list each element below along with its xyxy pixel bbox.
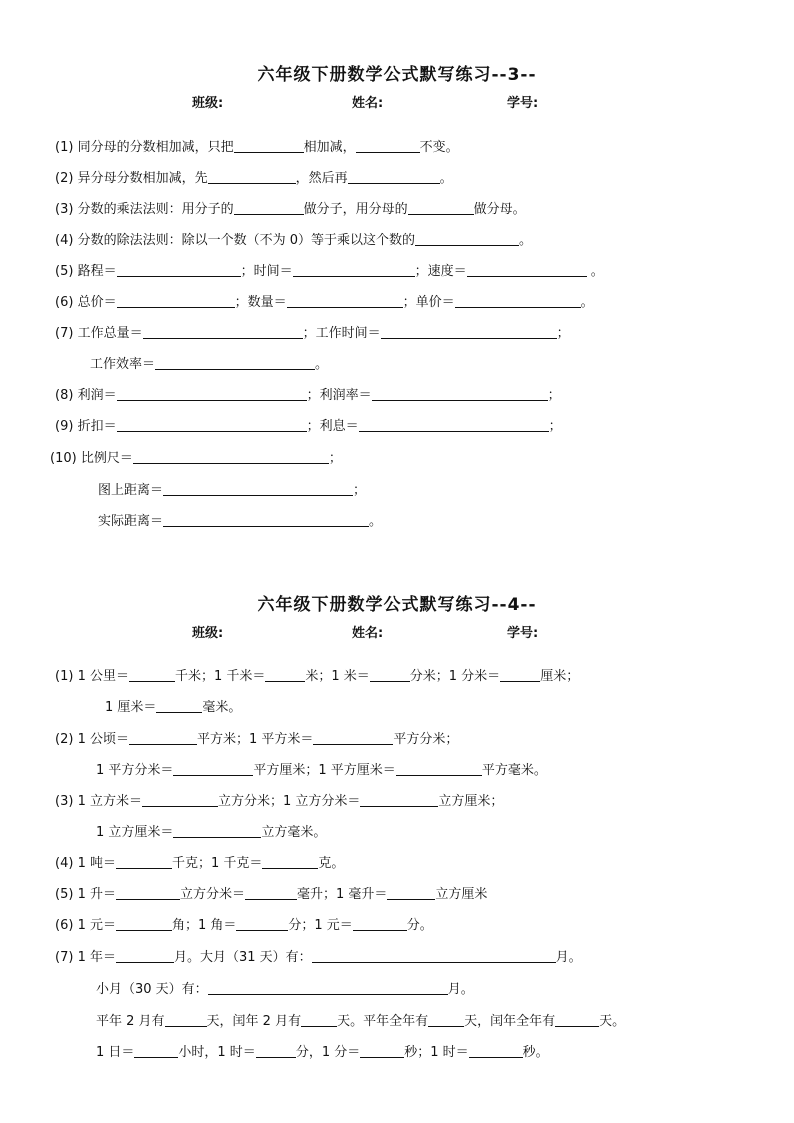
sheet3-question-6: (6) 总价＝ ；数量＝ ；单价＝ 。 bbox=[55, 295, 594, 310]
sheet3-id-label: 学号: bbox=[507, 96, 539, 111]
answer-blank[interactable] bbox=[116, 885, 180, 900]
answer-blank[interactable] bbox=[359, 417, 549, 432]
sheet4-id-label: 学号: bbox=[507, 626, 539, 641]
sheet3-question-10-actual-distance: 实际距离＝ 。 bbox=[98, 514, 383, 529]
answer-blank[interactable] bbox=[293, 262, 415, 277]
answer-blank[interactable] bbox=[156, 698, 202, 713]
answer-blank[interactable] bbox=[370, 667, 410, 682]
answer-blank[interactable] bbox=[381, 324, 557, 339]
answer-blank[interactable] bbox=[360, 792, 438, 807]
answer-blank[interactable] bbox=[415, 231, 519, 246]
answer-blank[interactable] bbox=[396, 761, 482, 776]
answer-blank[interactable] bbox=[234, 138, 304, 153]
answer-blank[interactable] bbox=[356, 138, 420, 153]
sheet4-question-7-small-month: 小月（30 天）有： 月。 bbox=[96, 982, 474, 997]
answer-blank[interactable] bbox=[256, 1043, 296, 1058]
sheet4-name-label: 姓名: bbox=[352, 626, 384, 641]
answer-blank[interactable] bbox=[360, 1043, 404, 1058]
sheet4-question-5: (5) 1 升＝ 立方分米＝ 毫升；1 毫升＝ 立方厘米 bbox=[55, 887, 488, 902]
answer-blank[interactable] bbox=[236, 916, 288, 931]
answer-blank[interactable] bbox=[408, 200, 474, 215]
sheet3-question-5: (5) 路程＝ ；时间＝ ；速度＝ 。 bbox=[55, 264, 604, 279]
sheet3-question-2: (2) 异分母分数相加减，先 ，然后再 。 bbox=[55, 171, 453, 186]
answer-blank[interactable] bbox=[234, 200, 304, 215]
sheet4-title: 六年级下册数学公式默写练习--4-- bbox=[257, 595, 537, 615]
sheet3-question-1: (1) 同分母的分数相加减，只把 相加减， 不变。 bbox=[55, 140, 459, 155]
answer-blank[interactable] bbox=[117, 417, 307, 432]
sheet3-question-7: (7) 工作总量＝ ；工作时间＝ ； bbox=[55, 326, 570, 341]
answer-blank[interactable] bbox=[312, 948, 556, 963]
sheet3-question-10-map-distance: 图上距离＝ ； bbox=[98, 483, 367, 498]
sheet4-question-2-cont: 1 平方分米＝ 平方厘米；1 平方厘米＝ 平方毫米。 bbox=[96, 763, 547, 778]
sheet3-question-10: (10) 比例尺＝ ； bbox=[50, 451, 342, 466]
answer-blank[interactable] bbox=[313, 730, 393, 745]
answer-blank[interactable] bbox=[163, 512, 369, 527]
sheet3-title: 六年级下册数学公式默写练习--3-- bbox=[257, 65, 537, 85]
answer-blank[interactable] bbox=[265, 667, 305, 682]
sheet3-question-8: (8) 利润＝ ；利润率＝ ； bbox=[55, 388, 561, 403]
answer-blank[interactable] bbox=[428, 1012, 464, 1027]
sheet4-question-3-cont: 1 立方厘米＝ 立方毫米。 bbox=[96, 825, 327, 840]
answer-blank[interactable] bbox=[163, 481, 353, 496]
answer-blank[interactable] bbox=[500, 667, 540, 682]
sheet3-question-9: (9) 折扣＝ ；利息＝ ； bbox=[55, 419, 562, 434]
sheet4-question-7-year-days: 平年 2 月有 天，闰年 2 月有 天。平年全年有 天，闰年全年有 天。 bbox=[96, 1014, 626, 1029]
answer-blank[interactable] bbox=[208, 169, 296, 184]
sheet4-question-6: (6) 1 元＝ 角；1 角＝ 分；1 元＝ 分。 bbox=[55, 918, 433, 933]
sheet3-question-7-cont: 工作效率＝ 。 bbox=[90, 357, 329, 372]
sheet4-question-1-cont: 1 厘米＝ 毫米。 bbox=[105, 700, 242, 715]
answer-blank[interactable] bbox=[155, 355, 315, 370]
answer-blank[interactable] bbox=[117, 262, 241, 277]
sheet4-question-1: (1) 1 公里＝ 千米；1 千米＝ 米；1 米＝ 分米；1 分米＝ 厘米； bbox=[55, 669, 580, 684]
answer-blank[interactable] bbox=[116, 948, 174, 963]
sheet4-question-2: (2) 1 公顷＝ 平方米；1 平方米＝ 平方分米； bbox=[55, 732, 459, 747]
answer-blank[interactable] bbox=[348, 169, 440, 184]
sheet4-question-4: (4) 1 吨＝ 千克；1 千克＝ 克。 bbox=[55, 856, 345, 871]
answer-blank[interactable] bbox=[455, 293, 581, 308]
answer-blank[interactable] bbox=[117, 386, 307, 401]
sheet3-name-label: 姓名: bbox=[352, 96, 384, 111]
sheet4-question-7-time: 1 日＝ 小时，1 时＝ 分，1 分＝ 秒；1 时＝ 秒。 bbox=[96, 1045, 549, 1060]
sheet4-class-label: 班级: bbox=[192, 626, 224, 641]
answer-blank[interactable] bbox=[555, 1012, 599, 1027]
sheet3-class-label: 班级: bbox=[192, 96, 224, 111]
answer-blank[interactable] bbox=[353, 916, 407, 931]
answer-blank[interactable] bbox=[129, 730, 197, 745]
answer-blank[interactable] bbox=[372, 386, 548, 401]
answer-blank[interactable] bbox=[208, 980, 448, 995]
sheet4-question-7: (7) 1 年＝ 月。大月（31 天）有： 月。 bbox=[55, 950, 582, 965]
answer-blank[interactable] bbox=[467, 262, 587, 277]
answer-blank[interactable] bbox=[129, 667, 175, 682]
answer-blank[interactable] bbox=[262, 854, 318, 869]
sheet4-question-3: (3) 1 立方米＝ 立方分米；1 立方分米＝ 立方厘米； bbox=[55, 794, 504, 809]
answer-blank[interactable] bbox=[143, 324, 303, 339]
answer-blank[interactable] bbox=[116, 916, 172, 931]
answer-blank[interactable] bbox=[116, 854, 172, 869]
answer-blank[interactable] bbox=[165, 1012, 207, 1027]
sheet3-question-4: (4) 分数的除法法则：除以一个数（不为 0）等于乘以这个数的 。 bbox=[55, 233, 532, 248]
answer-blank[interactable] bbox=[387, 885, 435, 900]
answer-blank[interactable] bbox=[133, 449, 329, 464]
answer-blank[interactable] bbox=[469, 1043, 523, 1058]
answer-blank[interactable] bbox=[117, 293, 235, 308]
answer-blank[interactable] bbox=[134, 1043, 178, 1058]
answer-blank[interactable] bbox=[173, 823, 261, 838]
answer-blank[interactable] bbox=[287, 293, 403, 308]
sheet3-question-3: (3) 分数的乘法法则：用分子的 做分子，用分母的 做分母。 bbox=[55, 202, 526, 217]
answer-blank[interactable] bbox=[142, 792, 218, 807]
answer-blank[interactable] bbox=[301, 1012, 337, 1027]
answer-blank[interactable] bbox=[173, 761, 253, 776]
answer-blank[interactable] bbox=[245, 885, 297, 900]
